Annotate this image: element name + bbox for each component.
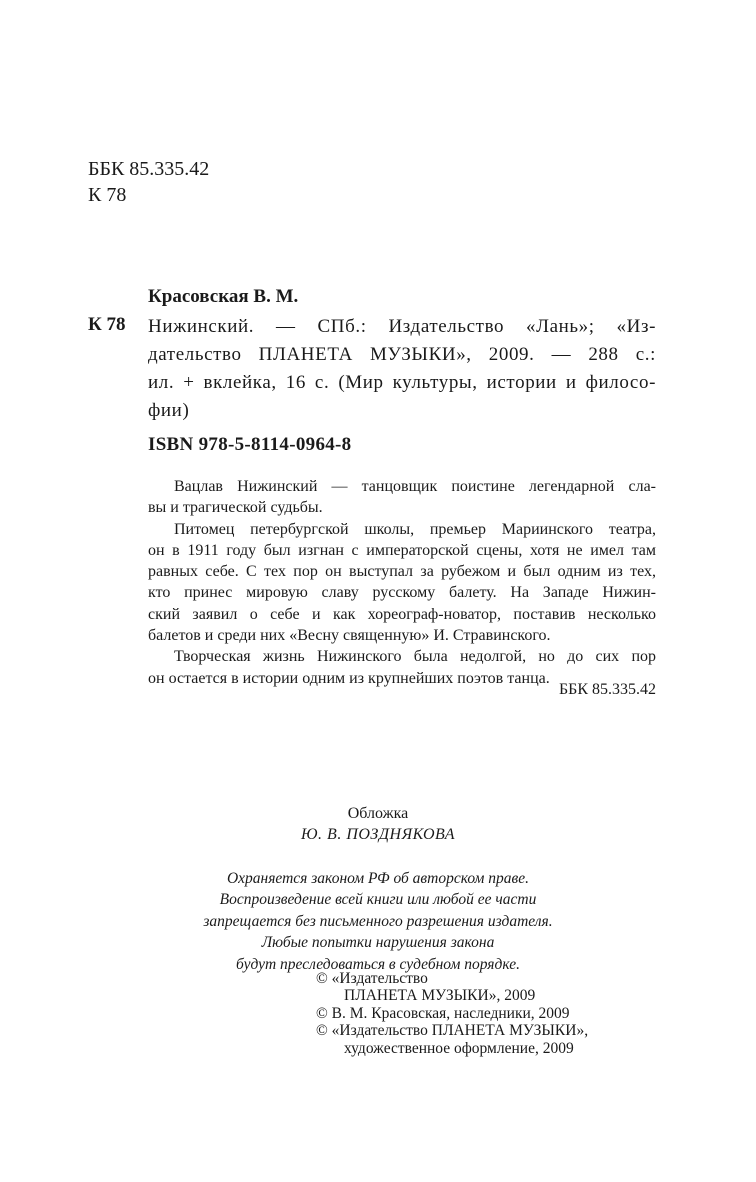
cover-label: Обложка	[347, 805, 409, 822]
annotation-line: он остается в истории одним из крупнейших поэтов танца.	[148, 669, 550, 687]
bibliographic-description	[148, 313, 656, 425]
description-line: фии)	[148, 400, 190, 421]
annotation-line: Вацлав Нижинский — танцовщик поистине легендарной сла-	[174, 478, 656, 495]
author-mark-top: К 78	[88, 184, 127, 206]
rights-line: Воспроизведение всей книги или любой ее части	[219, 891, 537, 909]
annotation-line: ский заявил о себе и как хореограф-новатор, поставив несколько	[148, 605, 656, 623]
description-line: ил. + вклейка, 16 с. (Мир культуры, истории и филосо-	[148, 372, 656, 393]
copyright-line: художественное оформление, 2009	[344, 1039, 574, 1057]
copyright-line: ПЛАНЕТА МУЗЫКИ», 2009	[344, 987, 536, 1005]
rights-line: Любые попытки нарушения закона	[261, 934, 495, 952]
author-name: Красовская В. М.	[148, 286, 299, 307]
description-line: Нижинский. — СПб.: Издательство «Лань»; «Из-	[148, 316, 656, 337]
annotation-line: вы и трагической судьбы.	[148, 499, 323, 517]
annotation-line: Творческая жизнь Нижинского была недолгой, но до сих пор	[174, 648, 656, 666]
rights-notice	[0, 868, 756, 975]
annotation-line: он в 1911 году был изгнан с императорской сцены, хотя не имел там	[148, 541, 656, 559]
cover-credit	[0, 803, 756, 845]
rights-line: запрещается без письменного разрешения издателя.	[203, 912, 553, 930]
annotation-line: кто принес мировую славу русскому балету. На Западе Нижин-	[148, 584, 656, 602]
bbk-block	[88, 156, 209, 208]
annotation-line: балетов и среди них «Весну священную» И. Стравинского.	[148, 627, 551, 645]
copyright-block	[316, 970, 588, 1057]
description-line: дательство ПЛАНЕТА МУЗЫКИ», 2009. — 288 с.:	[148, 344, 656, 365]
rights-line: будут преследоваться в судебном порядке.	[236, 955, 520, 973]
annotation-line: Питомец петербургской школы, премьер Мариинского театра,	[174, 520, 656, 538]
copyright-line: © «Издательство ПЛАНЕТА МУЗЫКИ»,	[316, 1022, 589, 1040]
bbk-code: ББК 85.335.42	[88, 158, 210, 180]
rights-line: Охраняется законом РФ об авторском праве.	[226, 870, 530, 887]
copyright-line: © «Издательство	[316, 970, 428, 987]
annotation-line: равных себе. С тех пор он выступал за рубежом и был одним из тех,	[148, 563, 656, 581]
copyright-line: © В. М. Красовская, наследники, 2009	[316, 1004, 570, 1022]
bbk-code-bottom: ББК 85.335.42	[558, 681, 656, 698]
annotation	[148, 476, 656, 689]
author-mark: К 78	[88, 314, 126, 335]
isbn: ISBN 978-5-8114-0964-8	[148, 434, 352, 455]
cover-designer: Ю. В. ПОЗДНЯКОВА	[301, 826, 455, 843]
